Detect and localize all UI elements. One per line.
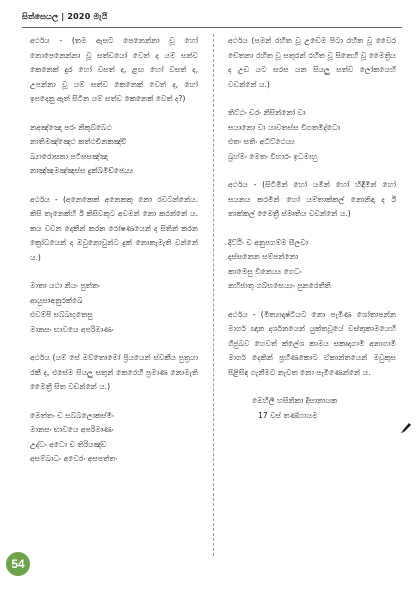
page-number-badge: 54 bbox=[6, 552, 30, 576]
author-signature bbox=[228, 394, 396, 423]
verse-line: අසම්බාධං අවෙරං අසපත්තං bbox=[30, 454, 118, 463]
verse-4 bbox=[228, 106, 396, 164]
verse-line: බ්‍රහ්මං මෙතං විහාරං ඉධමාහු bbox=[228, 151, 318, 161]
right-column bbox=[228, 34, 396, 555]
meaning-paragraph-5: අර්ථය - (සිටීමින් හෝ යමින් හෝ හිඳීමින් හෝ සයනය කරමින් හෝ යම්තාක්කල් නොනිඳා ද ඊ තාක්කල් මෛත්‍රී ස්මෘතිය වඩන්නේ ය.) bbox=[228, 180, 396, 218]
author-name: ඔෙහිලී හසිනිකා දිසානායක bbox=[252, 396, 338, 405]
verse-line: නහිජාතු ගබ්භසෙය්‍යං පුනරෙතීති bbox=[228, 281, 331, 290]
verse-2 bbox=[30, 279, 198, 337]
meaning-paragraph-6: අර්ථය - (මිත්‍යාදෘෂ්ටියට නො පැමිණ ශෝතාපන්න මාර්ග ඥාන දර්ශනයෙන් යුක්තවූයේ වස්තුකාමයෙහි ගිජුබව හෙවත් ක්ලේශ කාමය සකෘදාගාමි අනාගාමි මාර්ග දෙකින් ප්‍රහීණකොට ඒකාන්තයෙන් මවුකුස පිළිසිඳ ගැනීමට නැවත නො පැමිණෙන්නේ ය. bbox=[228, 309, 396, 377]
verse-3 bbox=[30, 409, 198, 467]
meaning-paragraph-3: අර්ථය (යම් සේ මව්තොමෝ ප්‍රියයෙන් ස්වකීය පුත්‍රයා රකී ද, එසේම සියලු සතුන් කෙරෙහි ප්‍රමාණ නොමැති මෛත්‍රී සිත වඩන්නේ ය.) bbox=[30, 353, 198, 391]
verse-5 bbox=[228, 236, 396, 294]
header-title: සිත්සෙයල | 2020 මැයි bbox=[22, 12, 108, 21]
author-age: 17 වස් තණ්හායම bbox=[258, 410, 318, 420]
meaning-paragraph-2: අර්ථය - (අනෙකෙක් අනෙකකු නො රවටන්නේය. කිසි තැනෙක්හි ඊ කිසිවකුට අවමන් නො කරන්නේ ය. කය වචන දෙකින් කරන රෝෂණයෙන් ද සිතින් කරන ක්‍රෝධයෙන් ද ඔවුනොවුන්ට දුක් නොකැමැති වන්නේ ය.) bbox=[30, 194, 198, 262]
verse-line: නාතිමඤ්ඤෙථ කත්ථචිනකඤ්චි bbox=[30, 137, 127, 146]
verse-line: ආයුසාඅනුරක්ඛෙ bbox=[30, 295, 83, 305]
column-divider bbox=[213, 34, 214, 556]
verse-line: තිට්ඨං චරං නිසින්නෝ වා bbox=[228, 108, 306, 117]
verse-line: දිට්ඨිං ච අනුපගම්ම සීලවා bbox=[228, 237, 309, 247]
page-header bbox=[22, 9, 402, 28]
verse-line: එතං සතිං අධිට්ඨෙය්‍ය bbox=[228, 137, 295, 146]
verse-line: බ්‍යාරොසනා පටිඝසඤ්ඤා bbox=[30, 151, 108, 161]
verse-line: කාමෙසු විනෙය්‍ය ගෙධං bbox=[228, 266, 302, 276]
verse-line: නඅඤ්ඤො පරං නිකුබ්බෙථ bbox=[30, 122, 112, 132]
verse-line: සයානො වා යාවතස්ස විගතමිද්ධො bbox=[228, 122, 341, 132]
meaning-paragraph-1: අර්ථය - (තම ඇසට පෙනෙන්නා වූ හෝ නොපෙනෙන්නා වූ සත්වයෝ වෙත් ද යම් සත්ව කෙනෙක් දුර හෝ වසත් ද, ළඟ හෝ වසත් ද, උපන්නා වූ යම් සත්ව කෙනෙක් වෙත් ද, හෝ ඉපදෙනු ඇත් සිටින යම් සත්ව කෙනෙක් වෙත් ද?) bbox=[30, 36, 198, 103]
verse-line: මානසං භාවයෙ අපරිමාණං bbox=[30, 425, 114, 434]
verse-line: මාතා යථා නියං පුත්තං bbox=[30, 281, 100, 290]
meaning-paragraph-4: අර්ථය (සමන් රහිත වූ උඩෙම පිටා රහිත වූ වෛර චේතනා රහිත වූ සතුරන් රහිත වූ සිතෙහි වූ මෛත්‍රිය ද උඩ යට සරස යන සියලු සත්ව ලෝකයෙහි වඩන්නේ ය.) bbox=[228, 36, 396, 89]
verse-line: නාඤ්ඤමඤ්ඤස්ස දුක්ඛමිච්ඡෙය්‍ය bbox=[30, 166, 134, 175]
pen-icon bbox=[400, 422, 412, 434]
left-column bbox=[30, 34, 198, 555]
verse-line: මානසං භාවයෙ අපරිමාණං bbox=[30, 324, 114, 334]
verse-line: දස්සනෙන සම්පන්නො bbox=[228, 252, 299, 261]
verse-1 bbox=[30, 121, 198, 179]
verse-line: එවම්පි සබ්බභුතෙසු bbox=[30, 310, 93, 319]
verse-line: මෙත්තං ච සබ්බලොකස්මිං bbox=[30, 410, 114, 420]
verse-line: උද්ධං අධො ච තිරියඤ්ච bbox=[30, 439, 107, 449]
